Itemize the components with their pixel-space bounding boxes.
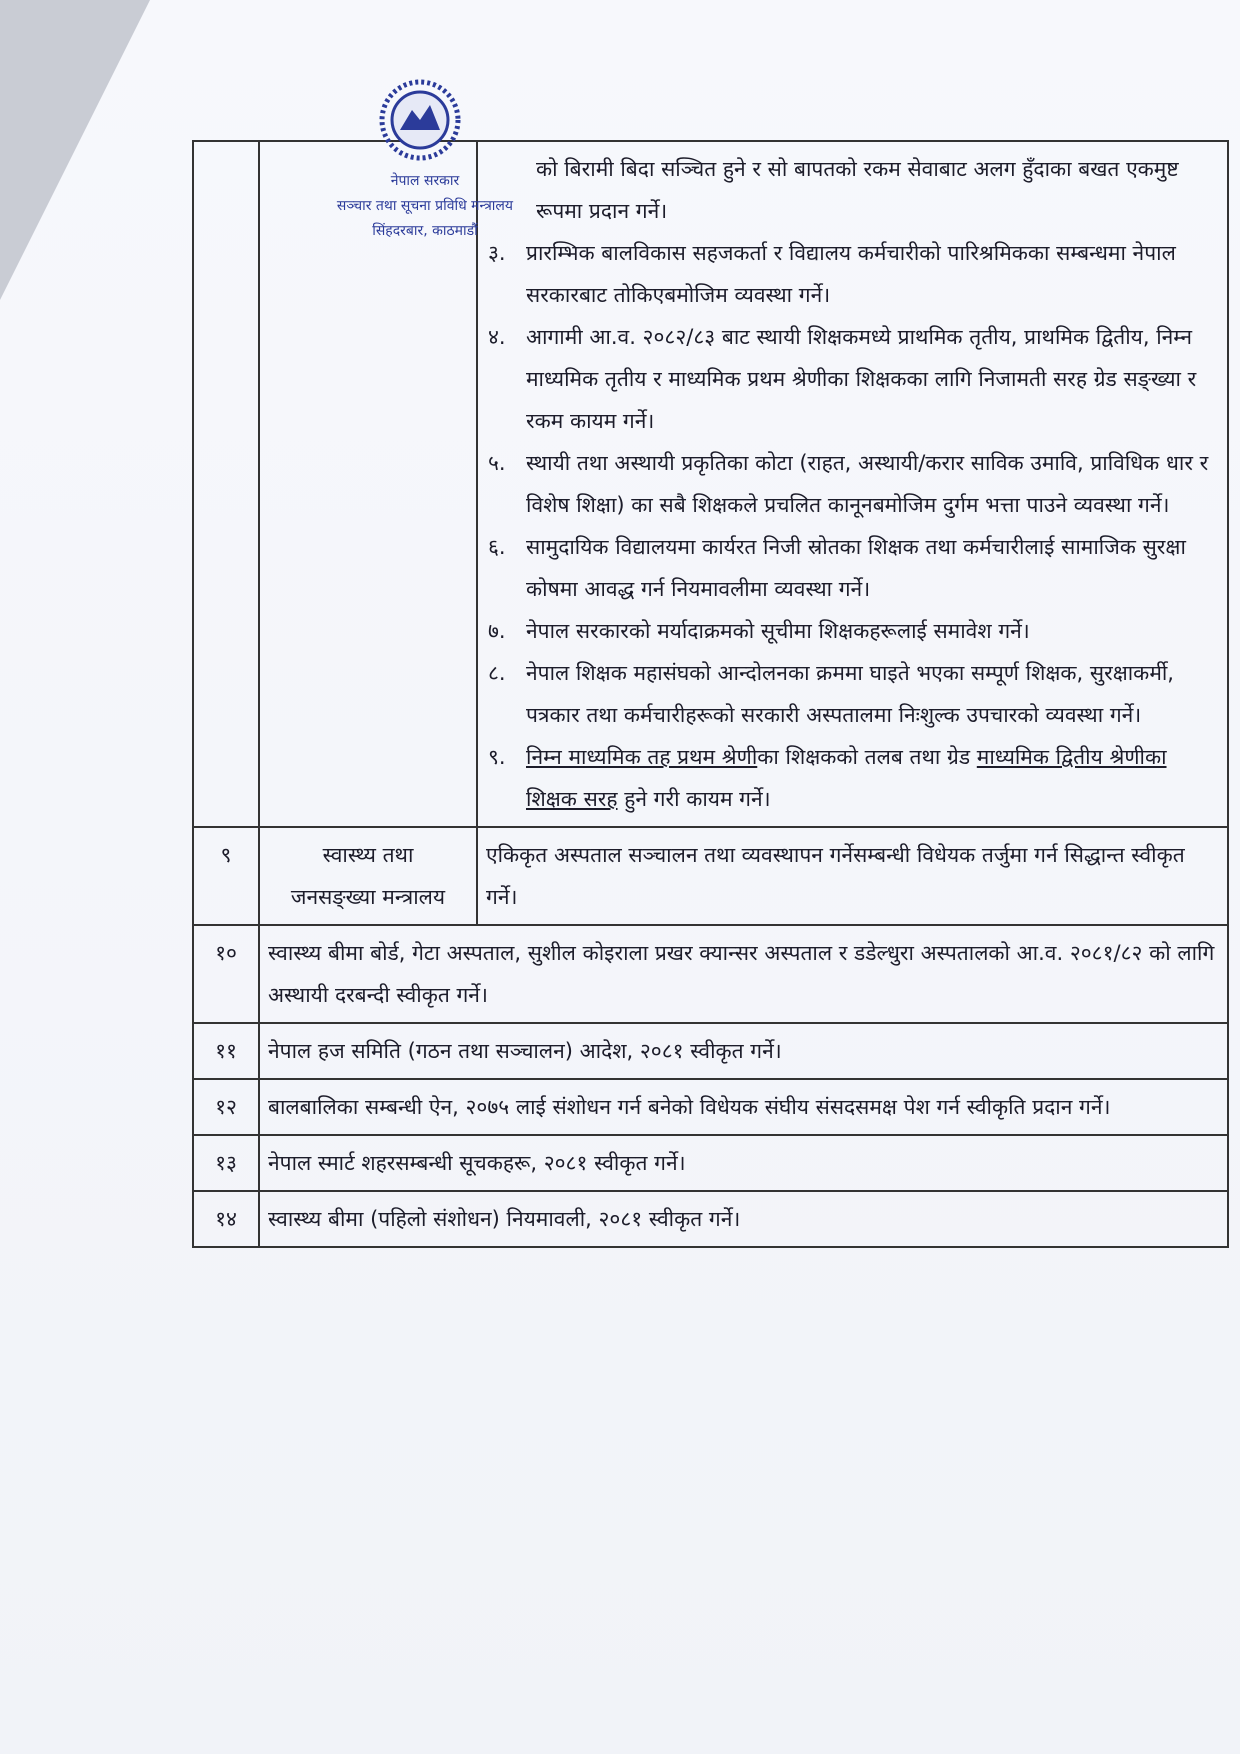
table-row <box>193 1191 1228 1247</box>
list-item: ५. स्थायी तथा अस्थायी प्रकृतिका कोटा (राहत, अस्थायी/करार साविक उमावि, प्राविधिक धार र विशेष शिक्षा) का सबै शिक्षकले प्रचलित कानूनबमोजिम दुर्गम भत्ता पाउने व्यवस्था गर्ने। <box>488 451 1209 517</box>
row-number: १३ <box>193 1135 259 1191</box>
decision-cell <box>477 141 1228 827</box>
seal-line-1: नेपाल सरकार <box>390 173 460 189</box>
decision-text: बालबालिका सम्बन्धी ऐन, २०७५ लाई संशोधन गर्न बनेको विधेयक संघीय संसदसमक्ष पेश गर्न स्वीकृति प्रदान गर्ने। <box>259 1079 1228 1135</box>
decision-text: स्वास्थ्य बीमा (पहिलो संशोधन) नियमावली, २०८१ स्वीकृत गर्ने। <box>259 1191 1228 1247</box>
row-number: ९ <box>193 827 259 925</box>
table-row <box>193 925 1228 1023</box>
table-row <box>193 1079 1228 1135</box>
seal-line-3: सिंहदरबार, काठमाडौं <box>372 223 478 239</box>
row-number: १० <box>193 925 259 1023</box>
table-row <box>193 827 1228 925</box>
ministry-name: स्वास्थ्य तथा जनसङ्ख्या मन्त्रालय <box>259 827 477 925</box>
decision-text: नेपाल हज समिति (गठन तथा सञ्चालन) आदेश, २०८१ स्वीकृत गर्ने। <box>259 1023 1228 1079</box>
table-row <box>193 1023 1228 1079</box>
table-row <box>193 1135 1228 1191</box>
underlined-text: निम्न माध्यमिक तह प्रथम श्रेणी <box>526 745 758 769</box>
list-item: ३. प्रारम्भिक बालविकास सहजकर्ता र विद्यालय कर्मचारीको पारिश्रमिकका सम्बन्धमा नेपाल सरकारबाट तोकिएबमोजिम व्यवस्था गर्ने। <box>488 241 1176 307</box>
seal-line-2: सञ्चार तथा सूचना प्रविधि मन्त्रालय <box>336 198 514 214</box>
decision-text: एकिकृत अस्पताल सञ्चालन तथा व्यवस्थापन गर्नेसम्बन्धी विधेयक तर्जुमा गर्न सिद्धान्त स्वीकृत गर्ने। <box>477 827 1228 925</box>
list-item: ७. नेपाल सरकारको मर्यादाक्रमको सूचीमा शिक्षकहरूलाई समावेश गर्ने। <box>488 619 1030 643</box>
decision-text: स्वास्थ्य बीमा बोर्ड, गेटा अस्पताल, सुशील कोइराला प्रखर क्यान्सर अस्पताल र डडेल्धुरा अस्पतालको आ.व. २०८१/८२ को लागि अस्थायी दरबन्दी स्वीकृत गर्ने। <box>259 925 1228 1023</box>
list-item: ६. सामुदायिक विद्यालयमा कार्यरत निजी स्रोतका शिक्षक तथा कर्मचारीलाई सामाजिक सुरक्षा कोषमा आवद्ध गर्न नियमावलीमा व्यवस्था गर्ने। <box>488 535 1186 601</box>
ministry-seal-stamp <box>320 75 530 255</box>
list-item: ४. आगामी आ.व. २०८२/८३ बाट स्थायी शिक्षकमध्ये प्राथमिक तृतीय, प्राथमिक द्वितीय, निम्न माध्यमिक तृतीय र माध्यमिक प्रथम श्रेणीका शिक्षकका लागि निजामती सरह ग्रेड सङ्ख्या र रकम कायम गर्ने। <box>488 325 1197 433</box>
row-number-cell <box>193 141 259 827</box>
continued-paragraph: को बिरामी बिदा सञ्चित हुने र सो बापतको रकम सेवाबाट अलग हुँदाका बखत एकमुष्ट रूपमा प्रदान गर्ने। <box>536 157 1179 223</box>
folded-corner <box>0 0 150 300</box>
list-item: ८. नेपाल शिक्षक महासंघको आन्दोलनका क्रममा घाइते भएका सम्पूर्ण शिक्षक, सुरक्षाकर्मी, पत्रकार तथा कर्मचारीहरूको सरकारी अस्पतालमा निःशुल्क उपचारको व्यवस्था गर्ने। <box>488 661 1174 727</box>
row-number: ११ <box>193 1023 259 1079</box>
row-number: १२ <box>193 1079 259 1135</box>
decision-text: नेपाल स्मार्ट शहरसम्बन्धी सूचकहरू, २०८१ स्वीकृत गर्ने। <box>259 1135 1228 1191</box>
underlined-text: माध्यमिक द्वितीय श्रेणीका शिक्षक सरह <box>526 745 1167 811</box>
decision-list <box>488 232 1219 820</box>
list-item: ९. निम्न माध्यमिक तह प्रथम श्रेणीका शिक्षकको तलब तथा ग्रेड माध्यमिक द्वितीय श्रेणीका शिक्षक सरह हुने गरी कायम गर्ने। <box>488 745 1167 811</box>
decision-table <box>192 140 1229 1248</box>
row-number: १४ <box>193 1191 259 1247</box>
